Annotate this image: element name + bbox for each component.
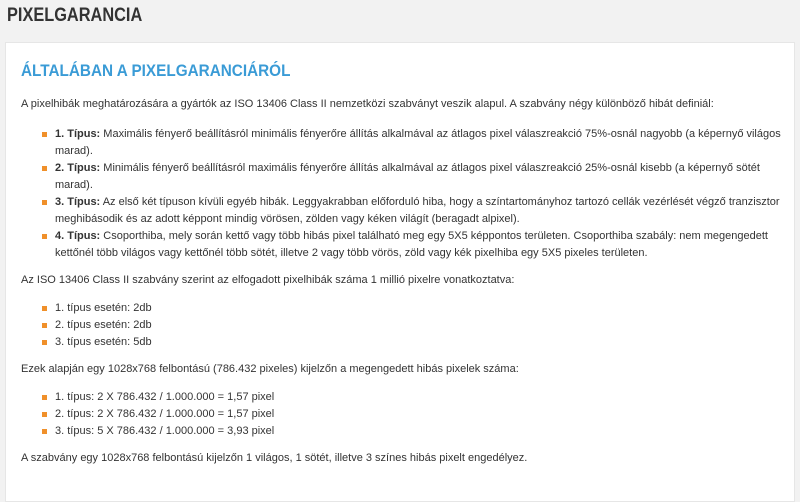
bullet-icon [42,234,47,239]
page-header [0,0,800,40]
list-item [40,194,781,228]
list-item: 2. típus esetén: 2db [40,317,781,334]
type-text: Minimális fényerő beállításról maximális fényerőre állítás alkalmával az átlagos pixel válaszreakció 25%-osnál kisebb (a képernyő sötét marad). [55,162,760,191]
list-item: 1. típus esetén: 2db [40,300,781,317]
type-text: Maximális fényerő beállításról minimális fényerőre állítás alkalmával az átlagos pixel válaszreakció 75%-osnál nagyobb (a képernyő világos marad). [55,128,781,157]
list-item: 2. típus: 2 X 786.432 / 1.000.000 = 1,57 pixel [40,406,781,423]
content-card [5,42,795,502]
defect-types-list [21,126,781,262]
example-intro: Ezek alapján egy 1028x768 felbontású (786.432 pixeles) kijelzőn a megengedett hibás pixelek száma: [21,363,519,375]
bullet-icon [42,323,47,328]
intro-paragraph: A pixelhibák meghatározására a gyártók az ISO 13406 Class II nemzetközi szabványt veszik alapul. A szabvány négy különböző hibát definiál: [21,98,714,110]
allowed-list [21,300,781,351]
list-item [40,160,781,194]
list-item [40,228,781,262]
type-label: 4. Típus: [55,230,101,242]
type-text: Csoporthiba, mely során kettő vagy több hibás pixel található meg egy 5X5 képpontos területen. Csoporthiba szabály: nem megengedett kettőnél több világos vagy kettőnél több sötét, illetve 2 vagy több vörös, zöld vagy kék pixelhiba egy 5X5 pixeles területen. [55,230,768,259]
bullet-icon [42,412,47,417]
page-title: PIXELGARANCIA [7,5,143,26]
list-item: 3. típus esetén: 5db [40,334,781,351]
list-item [40,126,781,160]
list-item: 3. típus: 5 X 786.432 / 1.000.000 = 3,93 pixel [40,423,781,440]
bullet-icon [42,306,47,311]
bullet-icon [42,200,47,205]
type-label: 2. Típus: [55,162,101,174]
bullet-icon [42,132,47,137]
type-text: Az első két típuson kívüli egyéb hibák. Leggyakrabban előforduló hiba, hogy a színtartományhoz tartozó cellák vezérlését végző tranzisztor meghibásodik és az adott képpont mindig vörösen, zölden vagy kéken világít (beragadt alpixel). [55,196,780,225]
list-item: 1. típus: 2 X 786.432 / 1.000.000 = 1,57 pixel [40,389,781,406]
bullet-icon [42,395,47,400]
bullet-icon [42,340,47,345]
examples-list [21,389,781,440]
conclusion-paragraph: A szabvány egy 1028x768 felbontású kijelzőn 1 világos, 1 sötét, illetve 3 színes hibás pixelt engedélyez. [21,452,528,464]
type-label: 3. Típus: [55,196,101,208]
type-label: 1. Típus: [55,128,101,140]
bullet-icon [42,166,47,171]
allowed-intro: Az ISO 13406 Class II szabvány szerint az elfogadott pixelhibák száma 1 millió pixelre vonatkoztatva: [21,274,515,286]
article-body [21,96,781,467]
bullet-icon [42,429,47,434]
section-title: ÁLTALÁBAN A PIXELGARANCIÁRÓL [21,61,291,80]
